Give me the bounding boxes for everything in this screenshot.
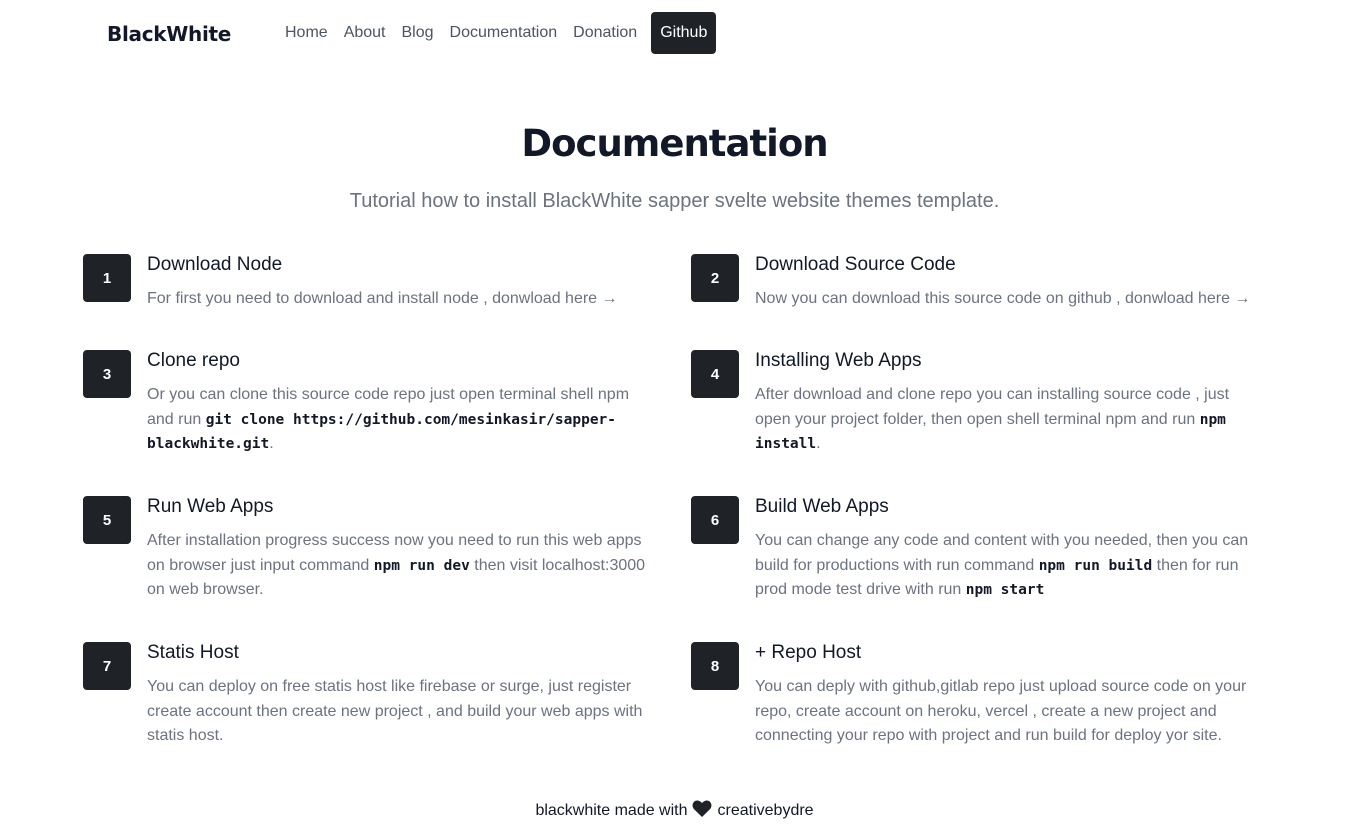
step-description bbox=[755, 529, 1265, 603]
step-description bbox=[755, 675, 1265, 749]
step-title: + Repo Host bbox=[755, 642, 862, 663]
nav-link-blog[interactable]: Blog bbox=[401, 24, 434, 41]
step-number-badge: 8 bbox=[691, 642, 739, 690]
page-subtitle: Tutorial how to install BlackWhite sapper svelte website themes template. bbox=[349, 190, 1000, 212]
step-title: Run Web Apps bbox=[147, 496, 274, 517]
footer bbox=[0, 800, 1349, 823]
step-number-badge: 2 bbox=[691, 254, 739, 302]
step-description-text: After download and clone repo you can installing source code , just open your project folder, then open shell terminal npm and run bbox=[755, 386, 1230, 428]
step-description-text: Or you can clone this source code repo just open terminal shell npm and run bbox=[147, 386, 630, 428]
step-description-text: then for run prod mode test drive with run bbox=[755, 556, 1239, 598]
step-title: Download Node bbox=[147, 254, 283, 275]
code-snippet: npm run dev bbox=[373, 557, 470, 574]
step-number-badge: 6 bbox=[691, 496, 739, 544]
nav-link-home[interactable]: Home bbox=[285, 24, 328, 41]
heart-icon bbox=[692, 800, 712, 823]
step-description bbox=[147, 675, 657, 749]
step-description bbox=[755, 383, 1265, 457]
step-description bbox=[147, 529, 657, 603]
step-title: Installing Web Apps bbox=[755, 350, 922, 371]
step-description-text: After installation progress success now you need to run this web apps on browser just input command bbox=[147, 532, 642, 574]
github-button[interactable]: Github bbox=[651, 12, 716, 54]
navbar bbox=[0, 0, 1349, 68]
step-description-text[interactable]: Now you can download this source code on github , donwload here → bbox=[755, 290, 1251, 307]
step-description bbox=[755, 287, 1275, 312]
step-number-badge: 4 bbox=[691, 350, 739, 398]
step-description-text: You can change any code and content with you needed, then you can build for productions with run command bbox=[755, 532, 1249, 574]
step-description bbox=[147, 287, 657, 312]
code-snippet: npm run build bbox=[1038, 557, 1153, 574]
step-title: Build Web Apps bbox=[755, 496, 889, 517]
step-number-badge: 3 bbox=[83, 350, 131, 398]
step-number-badge: 7 bbox=[83, 642, 131, 690]
code-snippet: npm install bbox=[755, 411, 1226, 452]
step-number-badge: 5 bbox=[83, 496, 131, 544]
nav-link-donation[interactable]: Donation bbox=[573, 24, 638, 41]
code-snippet: npm start bbox=[965, 582, 1045, 598]
step-description-text: then visit localhost:3000 on web browser. bbox=[147, 556, 646, 598]
nav-link-about[interactable]: About bbox=[343, 24, 386, 41]
code-snippet: git clone https://github.com/mesinkasir/sapper-blackwhite.git bbox=[147, 411, 617, 452]
step-description-text: You can deploy on free statis host like firebase or surge, just register create account then create new project , and build your web apps with statis host. bbox=[147, 678, 643, 744]
step-description-text: . bbox=[816, 435, 821, 452]
page-title: Documentation bbox=[521, 122, 828, 165]
step-description-text: You can deply with github,gitlab repo just upload source code on your repo, create account on heroku, vercel , create a new project and connecting your repo with project and run build for deploy yor site. bbox=[755, 678, 1247, 744]
footer-text: blackwhite made with bbox=[535, 802, 688, 819]
step-description-text: . bbox=[269, 435, 274, 452]
brand-logo[interactable]: BlackWhite bbox=[107, 22, 232, 46]
step-title: Statis Host bbox=[147, 642, 239, 663]
step-number-badge: 1 bbox=[83, 254, 131, 302]
step-title: Clone repo bbox=[147, 350, 240, 371]
footer-author-link[interactable]: creativebydre bbox=[717, 802, 814, 819]
nav-link-documentation[interactable]: Documentation bbox=[449, 24, 558, 41]
step-description bbox=[147, 383, 657, 457]
step-description-text[interactable]: For first you need to download and install node , donwload here → bbox=[147, 290, 618, 307]
nav-links bbox=[285, 12, 716, 54]
step-title: Download Source Code bbox=[755, 254, 956, 275]
